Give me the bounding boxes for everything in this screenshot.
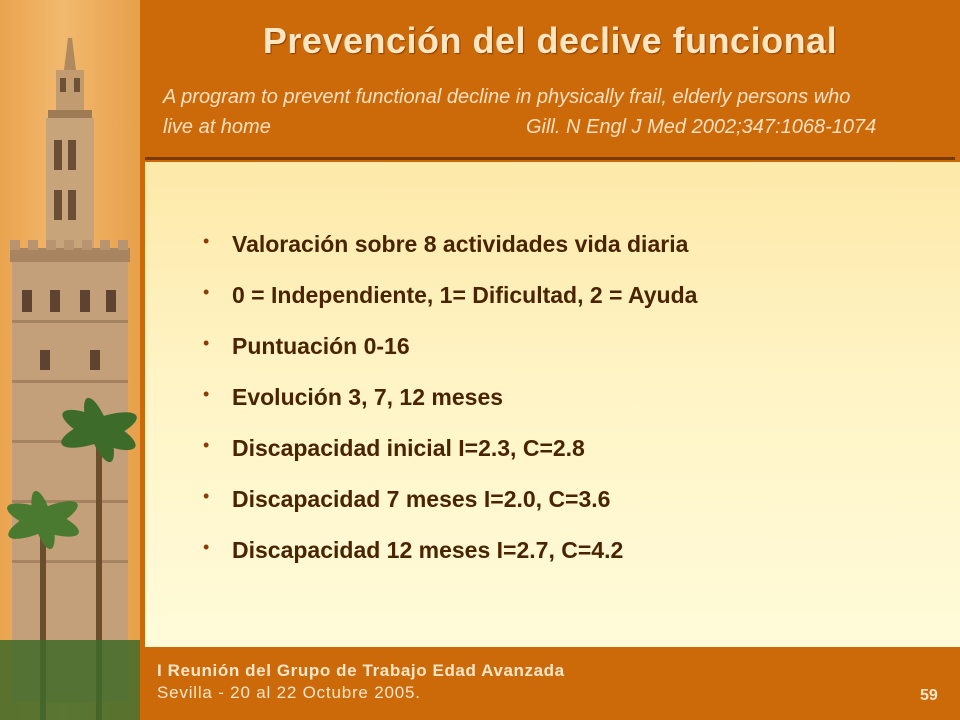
bullet-text: Valoración sobre 8 actividades vida diaria bbox=[232, 231, 689, 257]
bullet-item bbox=[203, 384, 697, 435]
subtitle-line-1: A program to prevent functional decline in physically frail, elderly persons who bbox=[163, 86, 851, 108]
bullet-text: Puntuación 0-16 bbox=[232, 333, 410, 359]
footer-event-name: I Reunión del Grupo de Trabajo Edad Avanzada bbox=[157, 661, 565, 680]
bullet-icon: • bbox=[203, 384, 210, 404]
slide-footer bbox=[157, 660, 565, 704]
bullet-icon: • bbox=[203, 537, 210, 557]
slide-subtitle bbox=[163, 82, 943, 142]
bullet-icon: • bbox=[203, 333, 210, 353]
bullet-icon: • bbox=[203, 231, 210, 251]
bullet-item bbox=[203, 333, 697, 384]
bullet-text: Discapacidad inicial I=2.3, C=2.8 bbox=[232, 435, 585, 461]
slide-title: Prevención del declive funcional bbox=[262, 20, 838, 61]
header-divider bbox=[145, 157, 955, 160]
footer-event-date: Sevilla - 20 al 22 Octubre 2005. bbox=[157, 683, 421, 702]
bullet-icon: • bbox=[203, 486, 210, 506]
bullet-text: Evolución 3, 7, 12 meses bbox=[232, 384, 504, 410]
content-panel bbox=[145, 162, 960, 647]
bullet-text: Discapacidad 12 meses I=2.7, C=4.2 bbox=[232, 537, 624, 563]
page-number: 59 bbox=[920, 687, 938, 704]
bullet-item bbox=[203, 435, 697, 486]
bullet-item bbox=[203, 537, 697, 588]
subtitle-line-2: live at home bbox=[163, 116, 271, 138]
tower-illustration-panel bbox=[0, 0, 140, 720]
bullet-icon: • bbox=[203, 282, 210, 302]
bullet-item bbox=[203, 231, 697, 282]
torre-del-oro-icon bbox=[0, 0, 140, 720]
bullet-item bbox=[203, 282, 697, 333]
bullet-text: Discapacidad 7 meses I=2.0, C=3.6 bbox=[232, 486, 611, 512]
bullet-text: 0 = Independiente, 1= Dificultad, 2 = Ayuda bbox=[232, 282, 698, 308]
bullet-item bbox=[203, 486, 697, 537]
bullet-list bbox=[203, 231, 697, 588]
citation: Gill. N Engl J Med 2002;347:1068-1074 bbox=[526, 116, 877, 138]
bullet-icon: • bbox=[203, 435, 210, 455]
